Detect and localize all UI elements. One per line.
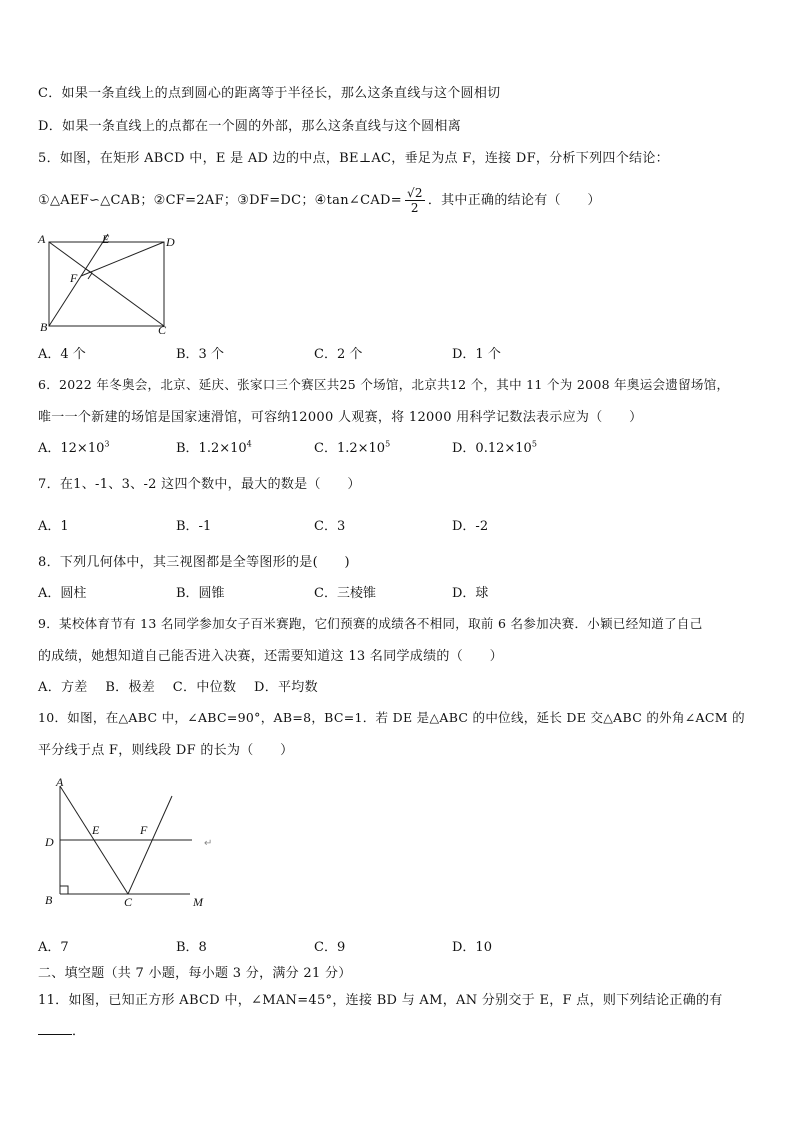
right-angle-mark: [60, 886, 68, 894]
q7-stem: 7．在1、-1、3、-2 这四个数中，最大的数是（ ）: [38, 477, 361, 492]
q10-option-a: A．7: [38, 940, 69, 955]
q10-option-b: B．8: [176, 940, 207, 955]
diagonal-ac: [49, 242, 164, 326]
q9-stem-line2: 的成绩，她想知道自己能否进入决赛，还需要知道这 13 名同学成绩的（ ）: [38, 649, 503, 664]
q6-option-a-exp: 3: [104, 439, 110, 449]
q6-option-c: [314, 437, 390, 456]
q11-stem: 11．如图，已知正方形 ABCD 中，∠MAN=45°，连接 BD 与 AM，AN 分别交于 E，F 点，则下列结论正确的有: [38, 993, 723, 1008]
q9-stem-line1: 9．某校体育节有 13 名同学参加女子百米赛跑，它们预赛的成绩各不相同，取前 6 名参加决赛．小颖已经知道了自己: [38, 616, 703, 631]
q5-statements-pre: ①△AEF∽△CAB；②CF=2AF；③DF=DC；④tan∠CAD=: [38, 193, 402, 208]
q7-option-a: A．1: [38, 519, 69, 534]
q5-fraction: [405, 186, 425, 215]
q6-option-d-base: D．0.12×10: [452, 441, 532, 456]
q7-option-b: B．-1: [176, 519, 212, 534]
label-d: D: [45, 835, 54, 849]
q5-stem: 5．如图，在矩形 ABCD 中，E 是 AD 边的中点，BE⊥AC，垂足为点 F，连接 DF，分析下列四个结论：: [38, 151, 669, 166]
q10-stem-line1: 10．如图，在△ABC 中，∠ABC=90°，AB=8，BC=1．若 DE 是△ABC 的中位线，延长 DE 交△ABC 的外角∠ACM 的: [38, 710, 745, 725]
q5-rectangle-figure: [36, 232, 176, 336]
q8-stem: 8．下列几何体中，其三视图都是全等图形的是( ): [38, 555, 350, 570]
label-m: M: [193, 895, 203, 909]
section-heading: 二、填空题（共 7 小题，每小题 3 分，满分 21 分）: [38, 966, 352, 981]
q7-option-c: C．3: [314, 519, 346, 534]
angle-bisector-cf: [128, 796, 172, 894]
q4-option-d: D．如果一条直线上的点都在一个圆的外部，那么这条直线与这个圆相离: [38, 119, 462, 134]
q7-option-d: D．-2: [452, 519, 489, 534]
label-b: B: [45, 893, 53, 907]
q8-option-a: A．圆柱: [38, 586, 87, 601]
label-e: E: [92, 823, 100, 837]
label-a: A: [56, 775, 64, 789]
q5-statements-post: ．其中正确的结论有（ ）: [427, 193, 601, 208]
q6-option-d-exp: 5: [531, 439, 537, 449]
label-c: C: [158, 323, 167, 336]
segment-be: [49, 234, 108, 326]
label-d: D: [166, 235, 175, 249]
q6-stem-line2: 唯一一个新建的场馆是国家速滑馆，可容纳12000 人观赛，将 12000 用科学记数法表示应为（ ）: [38, 410, 643, 425]
q4-option-c: C．如果一条直线上的点到圆心的距离等于半径长，那么这条直线与这个圆相切: [38, 86, 501, 101]
q6-option-b-base: B．1.2×10: [176, 441, 247, 456]
q10-triangle-figure: [40, 774, 230, 914]
label-f: F: [140, 823, 148, 837]
q11-answer-blank[interactable]: [38, 1022, 72, 1035]
q5-fraction-denominator: 2: [410, 201, 419, 215]
q6-option-b-exp: 4: [246, 439, 252, 449]
q9-options: A．方差 B．极差 C．中位数 D．平均数: [38, 680, 318, 695]
q6-option-b: [176, 437, 252, 456]
q6-option-c-exp: 5: [385, 439, 391, 449]
q6-option-d: [452, 437, 537, 456]
q11-answer-line: [38, 1020, 85, 1039]
q5-fraction-numerator: √2: [406, 186, 423, 200]
q8-option-b: B．圆锥: [176, 586, 225, 601]
paragraph-mark-icon: ↵: [204, 838, 213, 849]
label-c: C: [124, 895, 133, 909]
q6-stem-line1: 6．2022 年冬奥会，北京、延庆、张家口三个赛区共25 个场馆，北京共12 个，其中 11 个为 2008 年奥运会遗留场馆，: [38, 377, 730, 392]
q10-option-c: C．9: [314, 940, 346, 955]
q11-tail: ．: [72, 1024, 86, 1039]
q10-stem-line2: 平分线于点 F，则线段 DF 的长为（ ）: [38, 743, 294, 758]
q5-option-d: D．1 个: [452, 347, 501, 362]
label-f: F: [70, 271, 78, 285]
q5-option-a: A．4 个: [38, 347, 86, 362]
label-b: B: [40, 320, 48, 334]
q6-option-a-base: A．12×10: [38, 441, 105, 456]
q5-option-c: C．2 个: [314, 347, 363, 362]
q8-option-d: D．球: [452, 586, 489, 601]
q5-option-b: B．3 个: [176, 347, 224, 362]
q10-option-d: D．10: [452, 940, 492, 955]
q8-option-c: C．三棱锥: [314, 586, 376, 601]
label-e: E: [102, 232, 110, 246]
q6-option-a: [38, 437, 109, 456]
q5-statements: [38, 186, 601, 215]
segment-df: [81, 242, 164, 276]
label-a: A: [38, 232, 46, 246]
q6-option-c-base: C．1.2×10: [314, 441, 386, 456]
